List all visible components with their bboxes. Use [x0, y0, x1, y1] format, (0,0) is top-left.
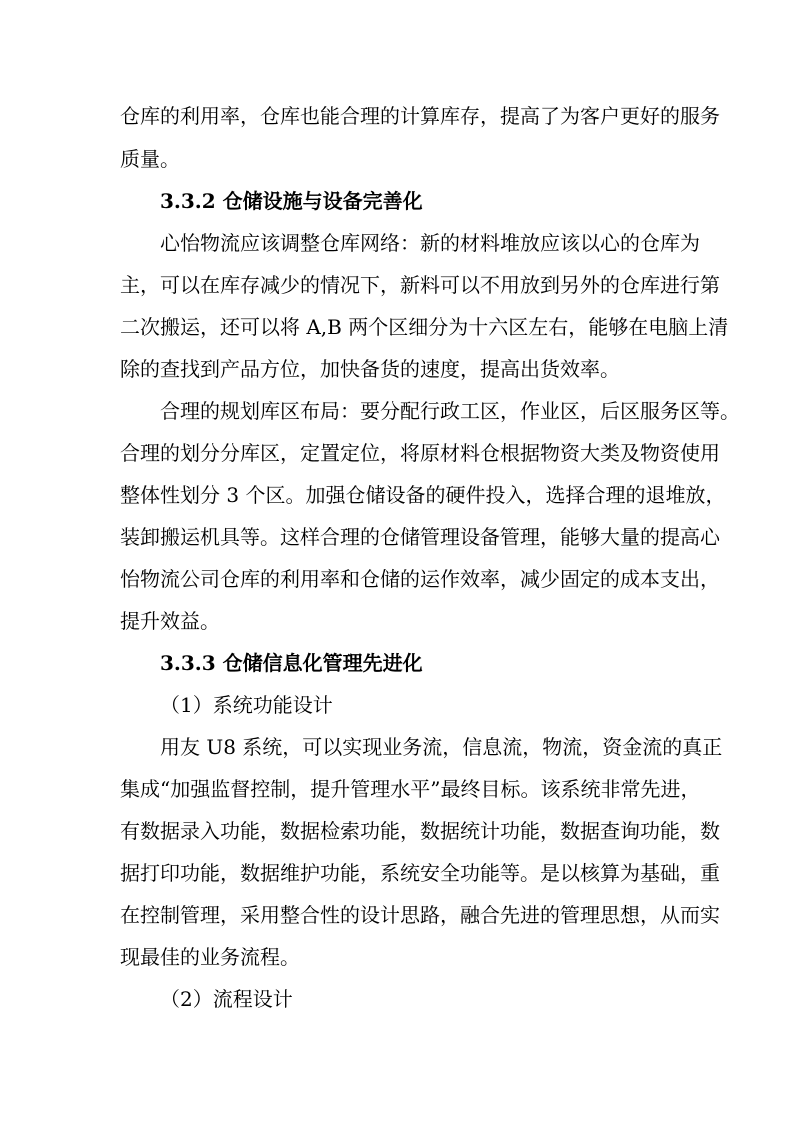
section-heading: 3.3.2 仓储设施与设备完善化 — [160, 189, 423, 213]
body-text-line: 在控制管理，采用整合性的设计思路，融合先进的管理思想，从而实 — [120, 903, 720, 927]
body-text-line: 整体性划分 3 个区。加强仓储设备的硬件投入，选择合理的退堆放， — [120, 483, 726, 507]
body-text-line: 仓库的利用率，仓库也能合理的计算库存，提高了为客户更好的服务 — [120, 104, 720, 128]
subsection-title: （2）流程设计 — [160, 987, 293, 1011]
body-text-line: 集成“加强监督控制，提升管理水平”最终目标。该系统非常先进， — [120, 777, 701, 801]
body-text-line: 据打印功能，数据维护功能，系统安全功能等。是以核算为基础，重 — [120, 861, 720, 885]
subsection-title: （1）系统功能设计 — [160, 693, 333, 717]
body-text-line: 怡物流公司仓库的利用率和仓储的运作效率，减少固定的成本支出， — [120, 567, 720, 591]
body-text-line: 提升效益。 — [120, 609, 220, 633]
body-text-line: 装卸搬运机具等。这样合理的仓储管理设备管理，能够大量的提高心 — [120, 525, 720, 549]
body-text-line: 心怡物流应该调整仓库网络：新的材料堆放应该以心的仓库为 — [160, 231, 700, 255]
section-heading: 3.3.3 仓储信息化管理先进化 — [160, 651, 423, 675]
body-text-line: 用友 U8 系统，可以实现业务流，信息流，物流，资金流的真正 — [160, 735, 723, 759]
body-text-line: 合理的划分分库区，定置定位，将原材料仓根据物资大类及物资使用 — [120, 441, 720, 465]
body-text-line: 主，可以在库存减少的情况下，新料可以不用放到另外的仓库进行第 — [120, 273, 720, 297]
body-text-line: 除的查找到产品方位，加快备货的速度，提高出货效率。 — [120, 357, 620, 381]
body-text-line: 二次搬运，还可以将 A,B 两个区细分为十六区左右，能够在电脑上清 — [120, 315, 729, 339]
body-text-line: 现最佳的业务流程。 — [120, 945, 300, 969]
body-text-line: 合理的规划库区布局：要分配行政工区，作业区，后区服务区等。 — [160, 399, 740, 423]
body-text-line: 质量。 — [120, 147, 180, 171]
body-text-line: 有数据录入功能，数据检索功能，数据统计功能，数据查询功能，数 — [120, 819, 720, 843]
